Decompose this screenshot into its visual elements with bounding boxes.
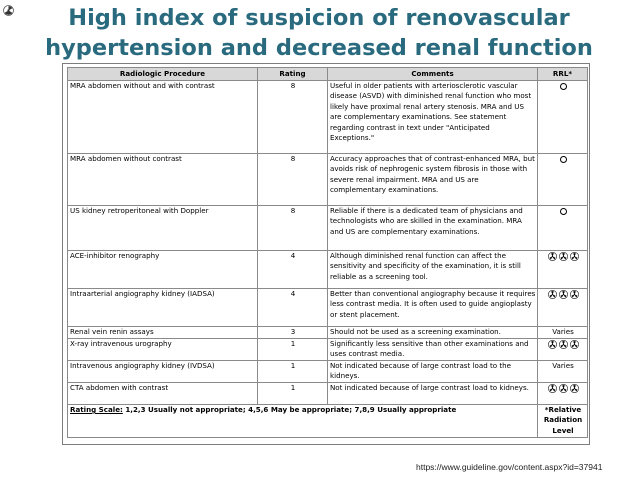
rating-cell: 1 <box>258 339 328 361</box>
rating-scale <box>68 405 538 438</box>
rating-cell: 8 <box>258 81 328 154</box>
comments-cell: Significantly less sensitive than other examinations and uses contrast media. <box>328 339 538 361</box>
radiation-icon <box>559 290 568 299</box>
radiation-icon <box>559 340 568 349</box>
slide-title-line-1: High index of suspicion of renovascular <box>68 5 570 31</box>
procedure-cell: Intraarterial angiography kidney (IADSA) <box>68 289 258 327</box>
radiation-icon <box>548 252 557 261</box>
radiation-icon <box>559 384 568 393</box>
rating-scale-text: 1,2,3 Usually not appropriate; 4,5,6 May be appropriate; 7,8,9 Usually appropriate <box>122 405 457 414</box>
comments-cell: Should not be used as a screening examination. <box>328 327 538 339</box>
procedure-cell: CTA abdomen with contrast <box>68 383 258 405</box>
header-rating: Rating <box>258 68 328 81</box>
table-row <box>68 289 588 327</box>
table-row <box>68 339 588 361</box>
rrl-cell <box>538 289 588 327</box>
table-row <box>68 327 588 339</box>
comments-cell: Reliable if there is a dedicated team of physicians and technologists who are skilled in the examination. MRA and US are complementary examinations. <box>328 206 538 251</box>
comments-cell: Useful in older patients with arteriosclerotic vascular disease (ASVD) with diminished renal function who most likely have proximal renal artery stenosis. MRA and US are complementary examinations. See statement regarding contrast in text under "Anticipated Exceptions." <box>328 81 538 154</box>
procedure-cell: MRA abdomen without contrast <box>68 154 258 206</box>
comments-cell: Not indicated because of large contrast load to kidneys. <box>328 383 538 405</box>
rating-cell: 1 <box>258 361 328 383</box>
rrl-cell <box>538 154 588 206</box>
table-footer-row <box>68 405 588 438</box>
rrl-cell <box>538 81 588 154</box>
table-row <box>68 154 588 206</box>
rating-cell: 8 <box>258 206 328 251</box>
procedure-cell: MRA abdomen without and with contrast <box>68 81 258 154</box>
source-url: https://www.guideline.gov/content.aspx?id=37941 <box>416 462 603 472</box>
comments-cell: Not indicated because of large contrast load to the kidneys. <box>328 361 538 383</box>
slide-title <box>0 3 638 63</box>
rating-cell: 3 <box>258 327 328 339</box>
radiation-icon <box>548 384 557 393</box>
circle-icon <box>560 208 567 215</box>
radiation-icon <box>570 384 579 393</box>
radiation-icon <box>548 340 557 349</box>
header-rrl: RRL* <box>538 68 588 81</box>
comments-cell: Although diminished renal function can affect the sensitivity and specificity of the examination, it is still reliable as a screening tool. <box>328 251 538 289</box>
table-body <box>68 81 588 438</box>
comments-cell: Accuracy approaches that of contrast-enhanced MRA, but avoids risk of nephrogenic system fibrosis in those with severe renal impairment. MRA and US are complementary examinations. <box>328 154 538 206</box>
header-procedure: Radiologic Procedure <box>68 68 258 81</box>
radiation-icon <box>570 340 579 349</box>
procedure-cell: US kidney retroperitoneal with Doppler <box>68 206 258 251</box>
circle-icon <box>560 83 567 90</box>
rrl-cell: Varies <box>538 327 588 339</box>
table-header-row <box>68 68 588 81</box>
rating-cell: 8 <box>258 154 328 206</box>
procedure-cell: ACE-inhibitor renography <box>68 251 258 289</box>
rating-scale-label: Rating Scale: <box>70 405 123 414</box>
radiation-icon <box>548 290 557 299</box>
table-row <box>68 251 588 289</box>
table-row <box>68 81 588 154</box>
rating-cell: 4 <box>258 289 328 327</box>
slide-title-line-2: hypertension and decreased renal function <box>45 35 593 61</box>
rrl-cell <box>538 339 588 361</box>
rating-cell: 4 <box>258 251 328 289</box>
rrl-cell <box>538 383 588 405</box>
procedure-cell: Renal vein renin assays <box>68 327 258 339</box>
table-row <box>68 206 588 251</box>
appropriateness-table <box>67 67 588 438</box>
rating-cell: 1 <box>258 383 328 405</box>
comments-cell: Better than conventional angiography because it requires less contrast media. It is often used to guide angioplasty or stent placement. <box>328 289 538 327</box>
procedure-cell: X-ray intravenous urography <box>68 339 258 361</box>
circle-icon <box>560 156 567 163</box>
rrl-note: *Relative Radiation Level <box>538 405 588 438</box>
header-comments: Comments <box>328 68 538 81</box>
procedure-cell: Intravenous angiography kidney (IVDSA) <box>68 361 258 383</box>
table-row <box>68 383 588 405</box>
table-row <box>68 361 588 383</box>
radiation-icon <box>570 290 579 299</box>
radiation-icon <box>570 252 579 261</box>
rrl-cell: Varies <box>538 361 588 383</box>
radiation-icon <box>559 252 568 261</box>
rrl-cell <box>538 206 588 251</box>
rrl-cell <box>538 251 588 289</box>
